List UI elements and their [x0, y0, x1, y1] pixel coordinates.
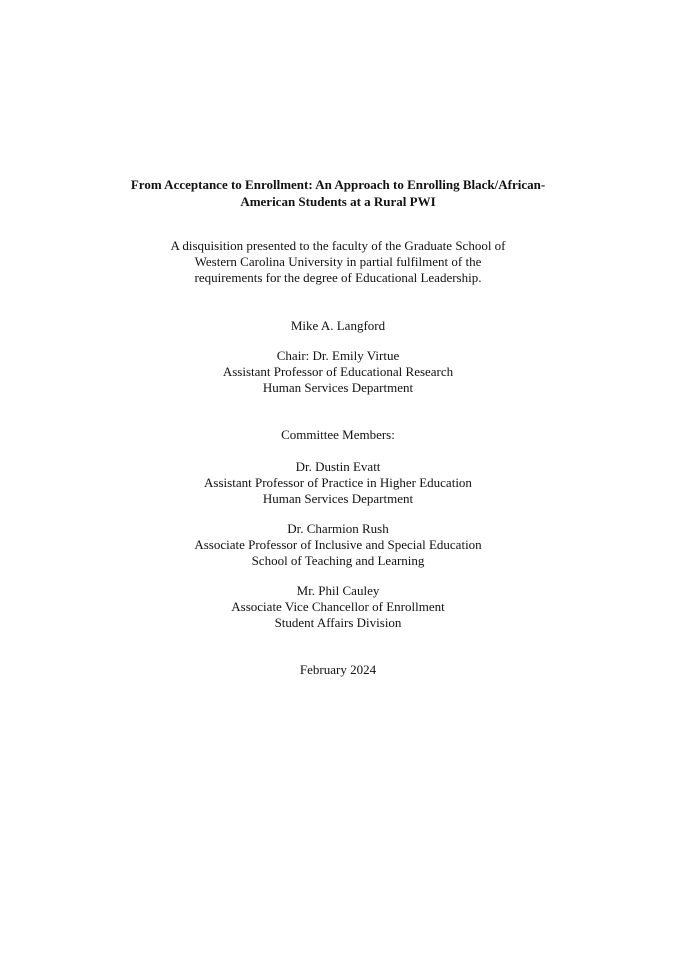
member-title: Associate Vice Chancellor of Enrollment — [231, 599, 445, 614]
description-line-3: requirements for the degree of Educational Leadership. — [194, 270, 482, 285]
committee-member — [40, 459, 636, 507]
chair-block — [40, 348, 636, 396]
description-line-1: A disquisition presented to the faculty of the Graduate School of — [170, 238, 506, 253]
member-title: Assistant Professor of Practice in Higher Education — [204, 475, 472, 490]
committee-heading: Committee Members: — [281, 427, 395, 442]
member-department: School of Teaching and Learning — [251, 553, 425, 568]
title-line-2: American Students at a Rural PWI — [240, 194, 436, 209]
member-department: Human Services Department — [262, 491, 414, 506]
member-name: Dr. Charmion Rush — [287, 521, 389, 536]
document-title — [100, 176, 576, 210]
disquisition-description — [40, 238, 636, 286]
member-name: Mr. Phil Cauley — [296, 583, 380, 598]
committee-member — [40, 583, 636, 631]
member-title: Associate Professor of Inclusive and Special Education — [194, 537, 482, 552]
submission-date: February 2024 — [299, 662, 377, 677]
chair-department: Human Services Department — [262, 380, 414, 395]
chair-title: Assistant Professor of Educational Research — [222, 364, 454, 379]
member-name: Dr. Dustin Evatt — [295, 459, 381, 474]
member-department: Student Affairs Division — [274, 615, 402, 630]
title-line-1: From Acceptance to Enrollment: An Approach to Enrolling Black/African- — [130, 177, 546, 192]
author-name: Mike A. Langford — [290, 318, 386, 333]
committee-member — [40, 521, 636, 569]
description-line-2: Western Carolina University in partial fulfilment of the — [194, 254, 482, 269]
chair-name: Chair: Dr. Emily Virtue — [276, 348, 400, 363]
